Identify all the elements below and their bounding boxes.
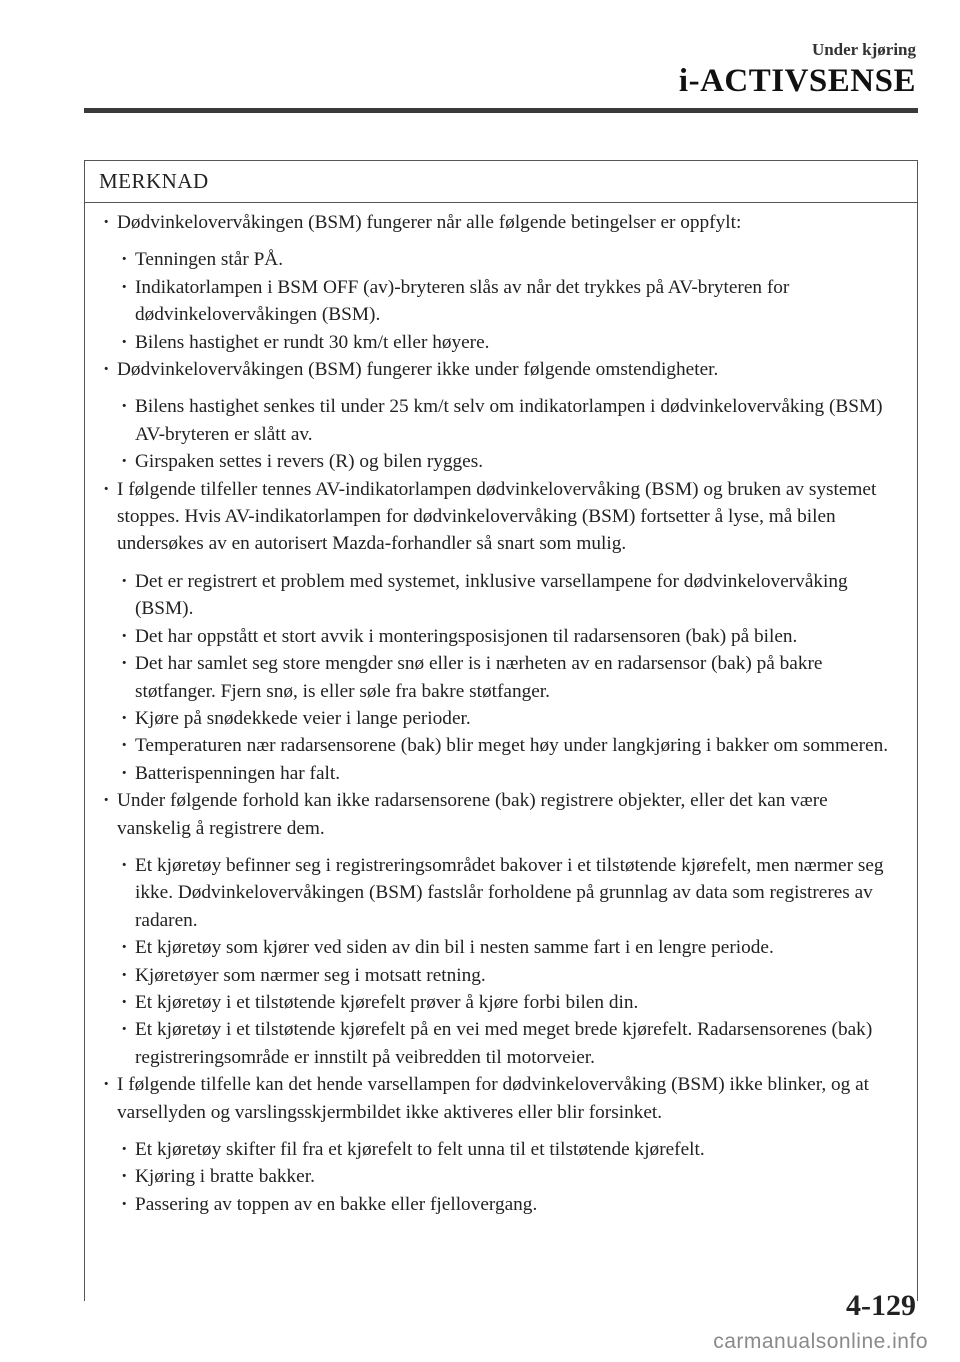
note-subitem: · Kjøretøyer som nærmer seg i motsatt retning.: [117, 962, 903, 989]
note-item-text: · Dødvinkelovervåkingen (BSM) fungerer ikke under følgende omstendigheter.: [99, 356, 903, 383]
note-subitem: · Et kjøretøy skifter fil fra et kjørefelt to felt unna til et tilstøtende kjørefelt.: [117, 1136, 903, 1163]
note-sublist: [117, 1136, 903, 1218]
watermark: carmanualsonline.info: [713, 1330, 928, 1353]
note-item-text: · Dødvinkelovervåkingen (BSM) fungerer når alle følgende betingelser er oppfylt:: [99, 209, 903, 236]
note-item-text: · I følgende tilfeller tennes AV-indikatorlampen dødvinkelovervåking (BSM) og bruken av systemet stoppes. Hvis AV-indikatorlampen for dødvinkelovervåking (BSM) fortsetter å lyse, må bilen undersøkes av en autorisert Mazda-forhandler så snart som mulig.: [99, 476, 903, 558]
section-title: Under kjøring: [811, 40, 916, 59]
note-sublist: [117, 852, 903, 1071]
note-subitem: · Tenningen står PÅ.: [117, 246, 903, 273]
page-header: [679, 40, 916, 100]
note-subitem: · Det er registrert et problem med systemet, inklusive varsellampene for dødvinkelovervåking (BSM).: [117, 568, 903, 623]
note-item: [99, 476, 903, 787]
note-subitem: · Batterispenningen har falt.: [117, 760, 903, 787]
header-rule: [84, 108, 918, 113]
note-box: [84, 160, 918, 1301]
note-subitem: · Det har samlet seg store mengder snø eller is i nærheten av en radarsensor (bak) på bakre støtfanger. Fjern snø, is eller søle fra bakre støtfanger.: [117, 650, 903, 705]
note-subitem: · Temperaturen nær radarsensorene (bak) blir meget høy under langkjøring i bakker om sommeren.: [117, 732, 903, 759]
note-sublist: [117, 393, 903, 475]
note-subitem: · Et kjøretøy i et tilstøtende kjørefelt på en vei med meget brede kjørefelt. Radarsensorenes (bak) registreringsområde er innstilt på veibredden til motorveier.: [117, 1016, 903, 1071]
note-subitem: · Et kjøretøy som kjører ved siden av din bil i nesten samme fart i en lengre periode.: [117, 934, 903, 961]
note-item-text: · Under følgende forhold kan ikke radarsensorene (bak) registrere objekter, eller det kan være vanskelig å registrere dem.: [99, 787, 903, 842]
note-subitem: · Kjøre på snødekkede veier i lange perioder.: [117, 705, 903, 732]
note-item: [99, 1071, 903, 1218]
note-sublist: [117, 246, 903, 356]
note-item: [99, 209, 903, 356]
note-subitem: · Girspaken settes i revers (R) og bilen rygges.: [117, 448, 903, 475]
chapter-title: i-ACTIVSENSE: [678, 63, 916, 99]
note-subitem: · Et kjøretøy befinner seg i registreringsområdet bakover i et tilstøtende kjørefelt, men nærmer seg ikke. Dødvinkelovervåkingen (BSM) fastslår forholdene på grunnlag av data som registreres av radaren.: [117, 852, 903, 934]
page-number: 4-129: [846, 1289, 916, 1322]
note-sublist: [117, 568, 903, 787]
note-subitem: · Et kjøretøy i et tilstøtende kjørefelt prøver å kjøre forbi bilen din.: [117, 989, 903, 1016]
note-subitem: · Indikatorlampen i BSM OFF (av)-bryteren slås av når det trykkes på AV-bryteren for dødvinkelovervåkingen (BSM).: [117, 274, 903, 329]
note-subitem: · Passering av toppen av en bakke eller fjellovergang.: [117, 1191, 903, 1218]
note-title: MERKNAD: [85, 161, 917, 203]
note-subitem: · Bilens hastighet senkes til under 25 km/t selv om indikatorlampen i dødvinkelovervåking (BSM) AV-bryteren er slått av.: [117, 393, 903, 448]
note-item: [99, 356, 903, 476]
note-item-text: · I følgende tilfelle kan det hende varsellampen for dødvinkelovervåking (BSM) ikke blinker, og at varsellyden og varslingsskjermbildet ikke aktiveres eller blir forsinket.: [99, 1071, 903, 1126]
note-content: [85, 203, 917, 1218]
note-subitem: · Bilens hastighet er rundt 30 km/t eller høyere.: [117, 329, 903, 356]
note-subitem: · Kjøring i bratte bakker.: [117, 1163, 903, 1190]
note-item: [99, 787, 903, 1071]
note-subitem: · Det har oppstått et stort avvik i monteringsposisjonen til radarsensoren (bak) på bilen.: [117, 623, 903, 650]
